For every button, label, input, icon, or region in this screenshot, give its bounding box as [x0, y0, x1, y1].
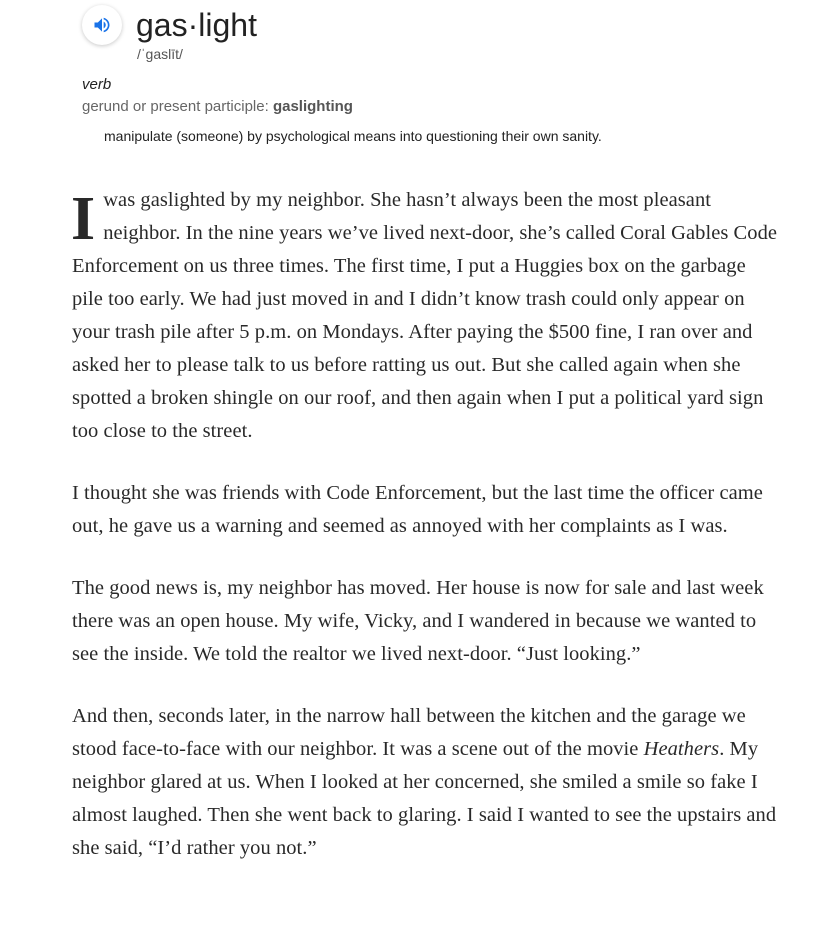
article-paragraph — [72, 700, 778, 865]
article-paragraph: The good news is, my neighbor has moved. Her house is now for sale and last week there was an open house. My wife, Vicky, and I wandered in because we wanted to see the inside. We told the realtor we lived next-door. “Just looking.” — [72, 577, 764, 665]
pronunciation: /ˈɡaslīt/ — [137, 46, 183, 62]
movie-title: Heathers — [643, 738, 720, 760]
pronounce-button[interactable] — [82, 5, 122, 45]
paragraph-text: And then, seconds later, in the narrow hall between the kitchen and the garage we stood face-to-face with our neighbor. It was a scene out of the movie — [72, 705, 746, 760]
dictionary-card — [0, 0, 818, 165]
inflection — [82, 98, 353, 116]
article-body — [72, 184, 778, 894]
paragraph-text: was gaslighted by my neighbor. She hasn’t always been the most pleasant neighbor. In the nine years we’ve lived next-door, she’s called Coral Gables Code Enforcement on us three times. The first time, I put a Huggies box on the garbage pile too early. We had just moved in and I didn’t know trash could only appear on your trash pile after 5 p.m. on Mondays. After paying the $500 fine, I ran over and asked her to please talk to us before ratting us out. But she called again when she spotted a broken shingle on our roof, and then again when I put a political yard sign too close to the street. — [72, 189, 778, 442]
definition: manipulate (someone) by psychological means into questioning their own sanity. — [104, 128, 602, 144]
inflection-label: gerund or present participle: — [82, 98, 273, 115]
part-of-speech: verb — [82, 76, 112, 93]
article-paragraph — [72, 184, 778, 448]
article-paragraph: I thought she was friends with Code Enforcement, but the last time the officer came out, he gave us a warning and seemed as annoyed with her complaints as I was. — [72, 482, 763, 537]
speaker-icon — [92, 15, 112, 35]
inflection-value: gaslighting — [272, 98, 353, 115]
paragraph-text: . My neighbor glared at us. When I looked at her concerned, she smiled a smile so fake I almost laughed. Then she went back to glaring. I said I wanted to see the upstairs and she said, “I’d rather you not.” — [72, 738, 777, 859]
drop-cap: I — [71, 185, 96, 253]
headword: gas·light — [136, 7, 257, 43]
